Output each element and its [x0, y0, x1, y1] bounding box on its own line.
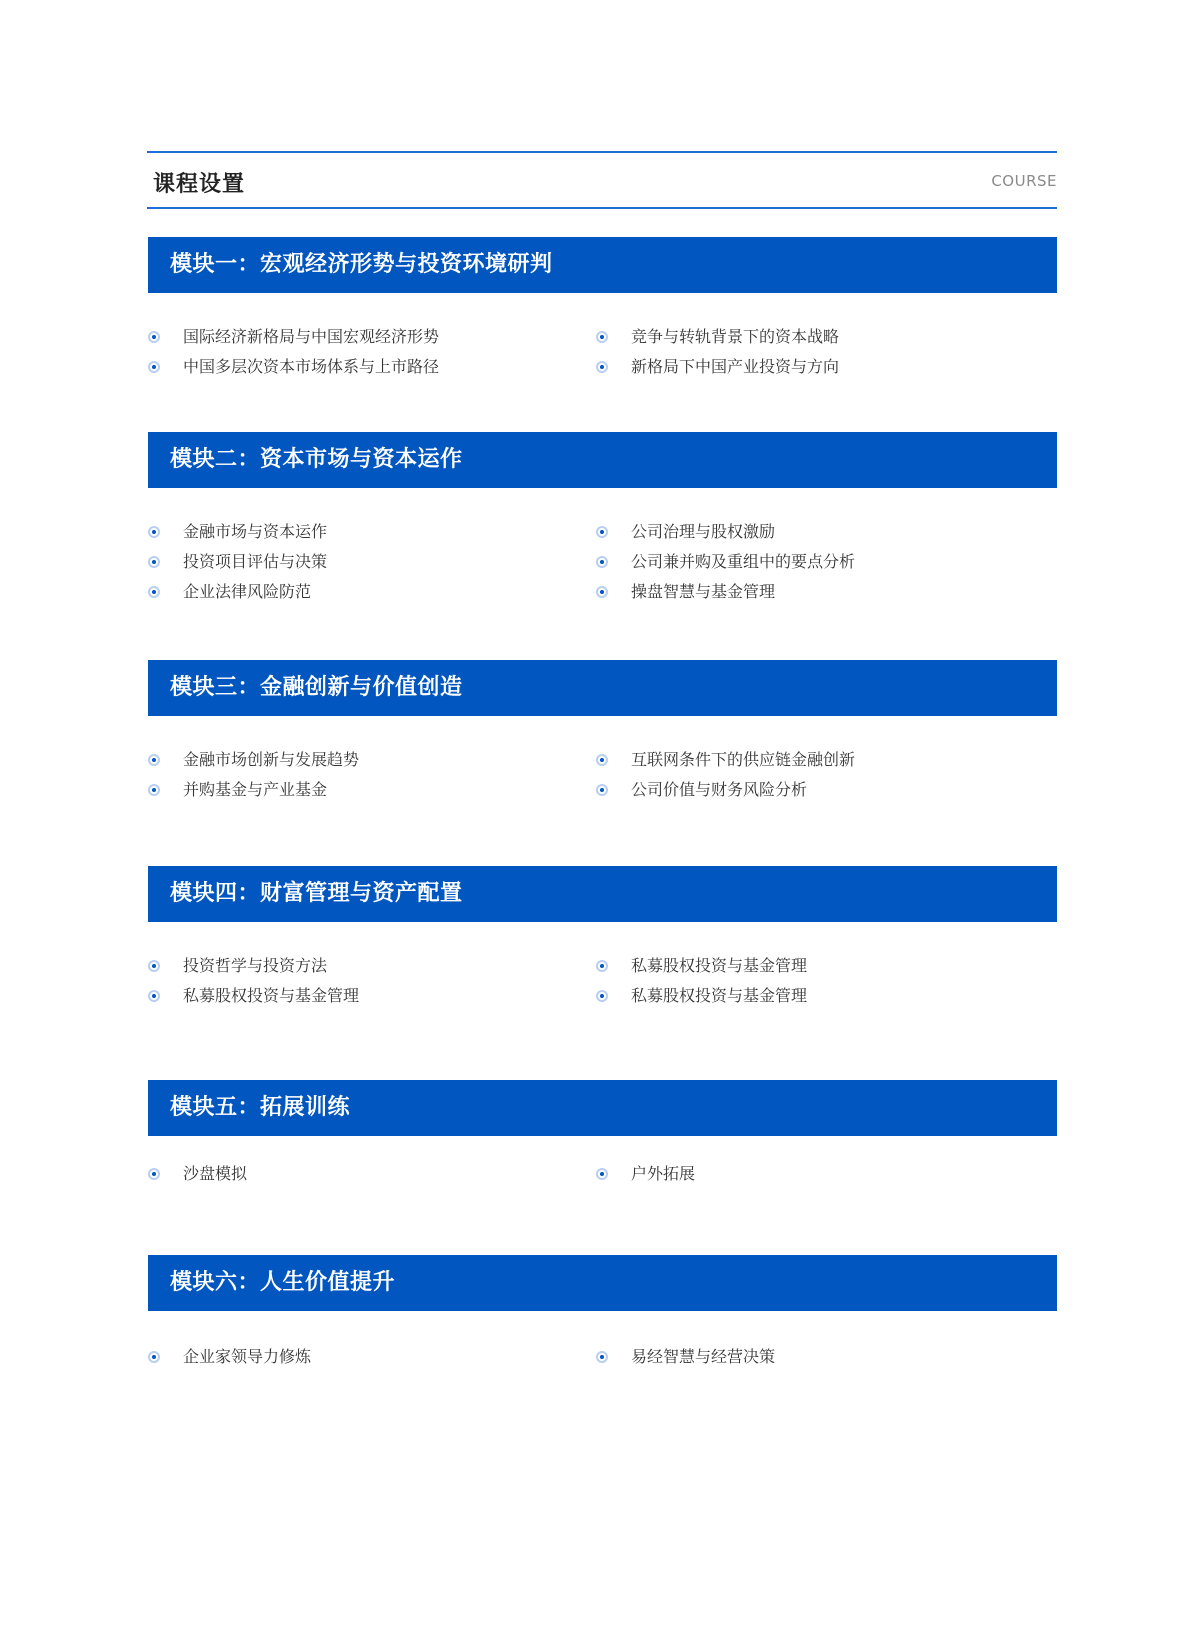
item-label: 新格局下中国产业投资与方向	[631, 357, 840, 376]
item-label: 公司价值与财务风险分析	[631, 780, 808, 799]
list-item	[148, 357, 596, 377]
item-label: 并购基金与产业基金	[183, 780, 328, 799]
item-label: 操盘智慧与基金管理	[631, 582, 776, 601]
list-item	[596, 780, 1044, 800]
item-label: 易经智慧与经营决策	[631, 1347, 776, 1366]
list-item	[596, 956, 1044, 976]
bullet-icon	[148, 556, 160, 568]
list-item	[596, 552, 1044, 572]
bullet-icon	[596, 556, 608, 568]
module-title: 模块二：资本市场与资本运作	[148, 432, 1057, 488]
bullet-icon	[148, 784, 160, 796]
list-item	[596, 357, 1044, 377]
bullet-icon	[596, 361, 608, 373]
bullet-icon	[148, 331, 160, 343]
section-header	[147, 151, 1057, 209]
item-label: 私募股权投资与基金管理	[631, 956, 808, 975]
item-label: 公司治理与股权激励	[631, 522, 776, 541]
item-label: 企业法律风险防范	[183, 582, 312, 601]
module-3	[148, 660, 1057, 800]
list-item	[148, 1347, 596, 1367]
item-label: 私募股权投资与基金管理	[183, 986, 360, 1005]
bullet-icon	[148, 960, 160, 972]
course-page	[147, 151, 1057, 1366]
list-item	[148, 522, 596, 542]
list-item	[148, 582, 596, 602]
bullet-icon	[596, 784, 608, 796]
item-label: 公司兼并购及重组中的要点分析	[631, 552, 856, 571]
module-title: 模块六：人生价值提升	[148, 1255, 1057, 1311]
module-items	[148, 327, 1057, 377]
list-item	[148, 956, 596, 976]
list-item	[596, 750, 1044, 770]
item-label: 互联网条件下的供应链金融创新	[631, 750, 856, 769]
module-2	[148, 432, 1057, 602]
item-label: 金融市场与资本运作	[183, 522, 328, 541]
module-title: 模块五：拓展训练	[148, 1080, 1057, 1136]
section-subtitle: COURSE	[991, 172, 1057, 190]
item-label: 私募股权投资与基金管理	[631, 986, 808, 1005]
list-item	[596, 986, 1044, 1006]
module-items	[148, 750, 1057, 800]
bullet-icon	[596, 586, 608, 598]
list-item	[148, 1164, 596, 1184]
module-5	[148, 1080, 1057, 1184]
list-item	[148, 750, 596, 770]
item-label: 投资项目评估与决策	[183, 552, 328, 571]
item-label: 竞争与转轨背景下的资本战略	[631, 327, 840, 346]
bullet-icon	[148, 526, 160, 538]
list-item	[148, 327, 596, 347]
bullet-icon	[596, 526, 608, 538]
module-4	[148, 866, 1057, 1006]
bullet-icon	[596, 754, 608, 766]
item-label: 企业家领导力修炼	[183, 1347, 312, 1366]
item-label: 国际经济新格局与中国宏观经济形势	[183, 327, 440, 346]
bullet-icon	[148, 1351, 160, 1363]
bullet-icon	[148, 361, 160, 373]
list-item	[596, 582, 1044, 602]
module-title: 模块三：金融创新与价值创造	[148, 660, 1057, 716]
module-items	[148, 1347, 1057, 1367]
list-item	[596, 327, 1044, 347]
bullet-icon	[596, 1351, 608, 1363]
list-item	[148, 986, 596, 1006]
list-item	[596, 1347, 1044, 1367]
section-title: 课程设置	[153, 172, 246, 197]
bullet-icon	[148, 990, 160, 1002]
item-label: 户外拓展	[631, 1164, 696, 1183]
module-6	[148, 1255, 1057, 1367]
module-items	[148, 1164, 1057, 1184]
module-1	[148, 237, 1057, 377]
item-label: 投资哲学与投资方法	[183, 956, 328, 975]
module-title: 模块一：宏观经济形势与投资环境研判	[148, 237, 1057, 293]
item-label: 金融市场创新与发展趋势	[183, 750, 360, 769]
bullet-icon	[596, 331, 608, 343]
list-item	[148, 780, 596, 800]
module-title: 模块四：财富管理与资产配置	[148, 866, 1057, 922]
list-item	[596, 522, 1044, 542]
list-item	[596, 1164, 1044, 1184]
bullet-icon	[596, 1168, 608, 1180]
bullet-icon	[148, 1168, 160, 1180]
list-item	[148, 552, 596, 572]
bullet-icon	[148, 754, 160, 766]
item-label: 中国多层次资本市场体系与上市路径	[183, 357, 440, 376]
bullet-icon	[596, 990, 608, 1002]
module-items	[148, 522, 1057, 602]
bullet-icon	[148, 586, 160, 598]
bullet-icon	[596, 960, 608, 972]
item-label: 沙盘模拟	[183, 1164, 248, 1183]
module-items	[148, 956, 1057, 1006]
